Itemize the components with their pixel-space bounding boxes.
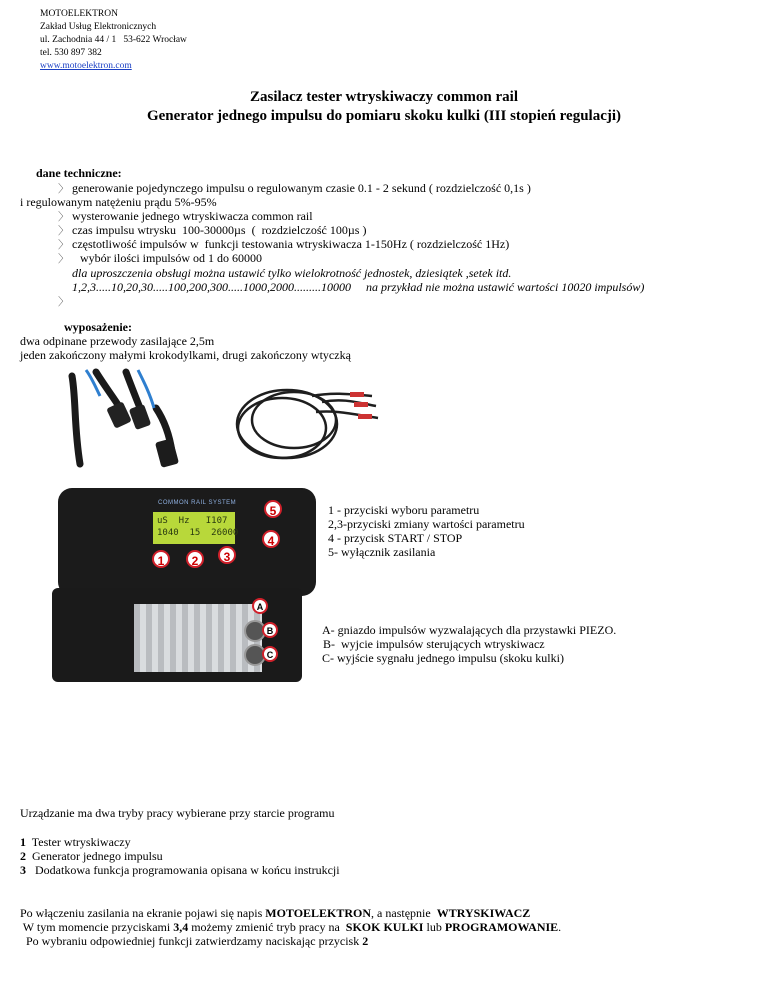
marker-c: C: [262, 646, 278, 662]
heatsink: [134, 604, 262, 672]
bullet-icon: 〉: [58, 211, 69, 223]
panel-label: COMMON RAIL SYSTEM: [158, 500, 237, 506]
equipment-heading: wyposażenie:: [64, 320, 132, 334]
back-legend-item: B- wyjcie impulsów sterujących wtryskiwacz: [320, 637, 545, 651]
spec-item: 〉 częstotliwość impulsów w funkcji testowania wtryskiwacza 1-150Hz ( rozdzielczość 1Hz): [58, 237, 510, 251]
doc-title: Zasilacz tester wtryskiwaczy common rail: [250, 89, 518, 105]
back-legend-item: A- gniazdo impulsów wyzwalających dla przystawki PIEZO.: [322, 623, 617, 637]
company-address: ul. Zachodnia 44 / 1 53-622 Wrocław: [40, 35, 187, 45]
cable-clips-photo: [232, 372, 382, 467]
spec-item: 〉 czas impulsu wtrysku 100-30000µs ( rozdzielczość 100µs ): [58, 223, 367, 237]
bullet-icon: 〉: [58, 225, 69, 237]
equipment-line: jeden zakończony małymi krokodylkami, drugi zakończony wtyczką: [20, 348, 351, 362]
instruction-line: Po wybraniu odpowiedniej funkcji zatwierdzamy naciskając przycisk 2: [20, 934, 369, 948]
instruction-line: W tym momencie przyciskami 3,4 możemy zmienić tryb pracy na SKOK KULKI lub PROGRAMOWANIE.: [20, 920, 562, 934]
spec-item: 〉 wysterowanie jednego wtryskiwacza common rail: [58, 209, 313, 223]
company-header: [40, 8, 187, 73]
bullet-icon: 〉: [58, 239, 69, 251]
equipment-line: dwa odpinane przewody zasilające 2,5m: [20, 334, 215, 348]
mode-item: 3 Dodatkowa funkcja programowania opisana w końcu instrukcji: [20, 863, 340, 877]
spec-item: [58, 294, 72, 310]
marker-1: 1: [152, 550, 170, 568]
spec-note: 1,2,3.....10,20,30.....100,200,300.....1000,2000.........10000 na przykład nie można ustawić wartości 10020 impulsów): [72, 280, 645, 294]
front-legend-item: 4 - przycisk START / STOP: [328, 531, 463, 545]
company-name: MOTOELEKTRON: [40, 9, 118, 19]
spec-item: 〉 wybór ilości impulsów od 1 do 60000: [58, 251, 262, 265]
marker-a: A: [252, 598, 268, 614]
cable-plugs-photo: [66, 368, 182, 468]
spec-item: 〉 generowanie pojedynczego impulsu o regulowanym czasie 0.1 - 2 sekund ( rozdzielczość 0,1s ): [58, 181, 531, 195]
company-subtitle: Zakład Usług Elektronicznych: [40, 22, 157, 32]
bullet-icon: 〉: [58, 253, 69, 265]
lcd-display: uS Hz I107 1040 15 26000: [153, 512, 235, 544]
doc-subtitle: Generator jednego impulsu do pomiaru skoku kulki (III stopień regulacji): [146, 108, 622, 124]
marker-2: 2: [186, 550, 204, 568]
mode-item: 2 Generator jednego impulsu: [20, 849, 163, 863]
specs-heading: dane techniczne:: [36, 166, 122, 180]
company-website-link[interactable]: www.motoelektron.com: [40, 61, 132, 71]
spec-item: i regulowanym natężeniu prądu 5%-95%: [20, 195, 217, 209]
marker-3: 3: [218, 546, 236, 564]
marker-5: 5: [264, 500, 282, 518]
front-legend-item: 2,3-przyciski zmiany wartości parametru: [328, 517, 525, 531]
front-legend-item: 5- wyłącznik zasilania: [328, 545, 436, 559]
spec-note: dla uproszczenia obsługi można ustawić tylko wielokrotność jednostek, dziesiątek ,setek itd.: [72, 266, 512, 280]
device-front-photo: [58, 488, 316, 596]
instruction-line: Po włączeniu zasilania na ekranie pojawi się napis MOTOELEKTRON, a następnie WTRYSKIWACZ: [20, 906, 531, 920]
marker-b: B: [262, 622, 278, 638]
modes-intro: Urządzanie ma dwa tryby pracy wybierane przy starcie programu: [20, 806, 335, 820]
bullet-icon: 〉: [58, 296, 69, 308]
device-back-photo: [52, 588, 302, 682]
bullet-icon: 〉: [58, 183, 69, 195]
marker-4: 4: [262, 530, 280, 548]
front-legend-item: 1 - przyciski wyboru parametru: [328, 503, 480, 517]
back-legend-item: C- wyjście sygnału jednego impulsu (skoku kulki): [322, 651, 564, 665]
company-phone: tel. 530 897 382: [40, 48, 102, 58]
mode-item: 1 Tester wtryskiwaczy: [20, 835, 131, 849]
